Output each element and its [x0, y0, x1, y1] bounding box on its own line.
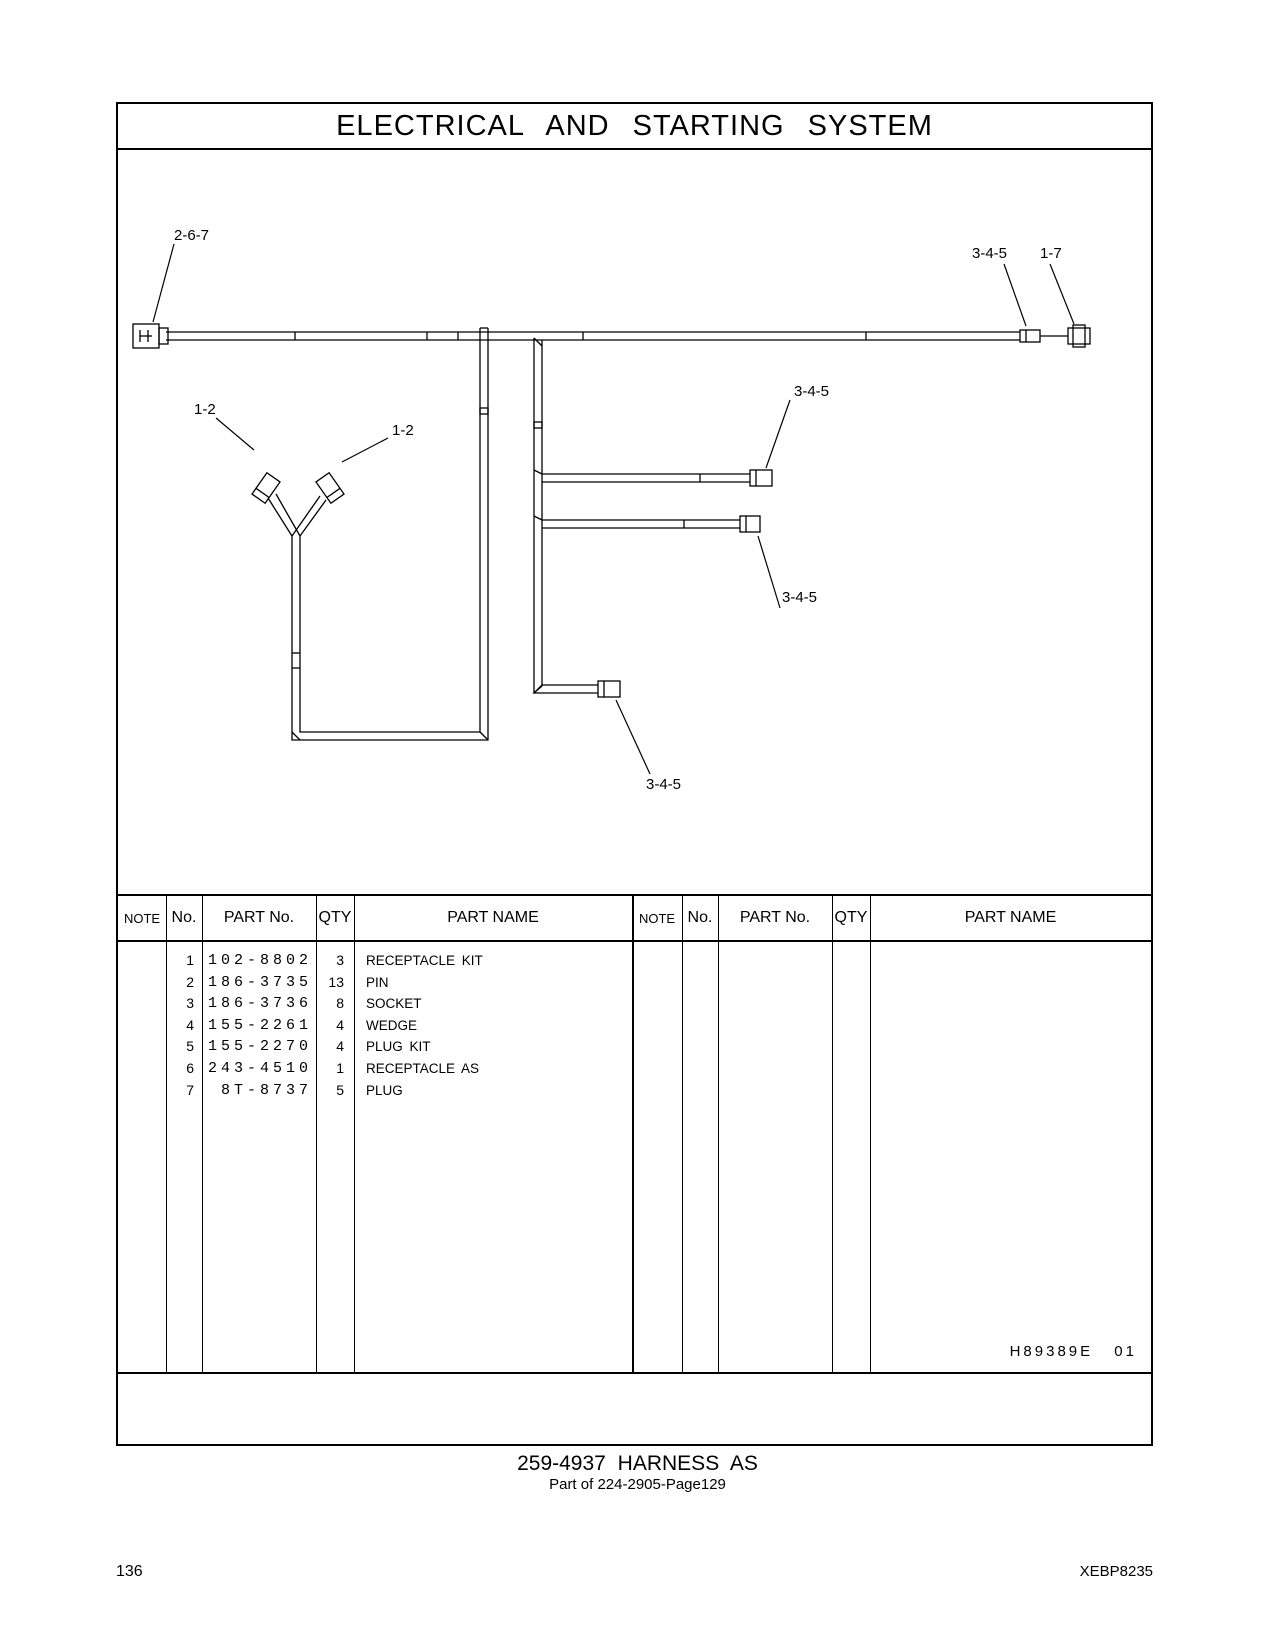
- header-no-left: No.: [171, 909, 197, 926]
- part-number: 155-2261: [207, 1016, 312, 1034]
- branch-a: [252, 328, 488, 740]
- table-row: [118, 950, 632, 972]
- part-name: RECEPTACLE AS: [366, 1061, 480, 1076]
- item-number: 4: [186, 1016, 194, 1033]
- table-row: [118, 1036, 632, 1058]
- header-qty-left: QTY: [318, 909, 352, 926]
- callout-3-4-5-mid: 3-4-5: [794, 383, 830, 400]
- quantity: 4: [336, 1016, 344, 1033]
- item-number: 5: [186, 1038, 194, 1055]
- table-row: [118, 1080, 632, 1102]
- table-row: [118, 1058, 632, 1080]
- item-number: 2: [186, 973, 194, 990]
- part-number: 186-3736: [207, 995, 312, 1013]
- parts-table: [118, 894, 1151, 1374]
- main-trunk: [166, 332, 1020, 340]
- table-row: [118, 1015, 632, 1037]
- branch-b: [534, 338, 772, 697]
- callout-1-2-left: 1-2: [194, 401, 216, 418]
- part-name: PLUG: [366, 1082, 403, 1098]
- right-end-connectors: [1020, 325, 1090, 347]
- header-no-right: No.: [687, 909, 713, 926]
- callout-3-4-5-top: 3-4-5: [972, 245, 1008, 262]
- document-code: XEBP8235: [1079, 1563, 1153, 1580]
- part-number: 243-4510: [207, 1060, 312, 1077]
- quantity: 1: [336, 1060, 344, 1076]
- callout-3-4-5-low: 3-4-5: [782, 589, 818, 606]
- callout-3-4-5-bottom: 3-4-5: [646, 776, 682, 793]
- quantity: 5: [336, 1081, 344, 1098]
- part-name: SOCKET: [366, 996, 422, 1012]
- page-number: 136: [116, 1563, 143, 1580]
- page-title: ELECTRICAL AND STARTING SYSTEM: [118, 104, 1151, 150]
- item-number: 7: [186, 1081, 194, 1098]
- page-frame: [116, 102, 1153, 1446]
- header-qty-right: QTY: [834, 909, 868, 926]
- item-number: 1: [186, 952, 194, 968]
- header-note-left: NOTE: [123, 910, 161, 926]
- drawing-id: H89389E 01: [1009, 1343, 1137, 1360]
- harness-diagram: [118, 148, 1151, 894]
- part-number: 155-2270: [207, 1038, 312, 1056]
- header-part-name-right: PART NAME: [964, 909, 1057, 926]
- part-number: 102-8802: [207, 952, 312, 969]
- leader-lines: [153, 244, 1074, 774]
- quantity: 13: [328, 973, 344, 990]
- callout-1-2-right: 1-2: [392, 422, 414, 439]
- item-number: 6: [186, 1060, 194, 1076]
- quantity: 3: [336, 952, 344, 968]
- item-number: 3: [186, 995, 194, 1012]
- footer-title: 259-4937 HARNESS AS: [517, 1452, 758, 1475]
- part-name: PLUG KIT: [366, 1039, 431, 1055]
- header-part-no-right: PART No.: [739, 909, 811, 926]
- footer-subtitle: Part of 224-2905-Page129: [549, 1476, 726, 1493]
- part-number: 186-3735: [207, 973, 312, 991]
- header-note-right: NOTE: [638, 910, 676, 926]
- part-name: WEDGE: [366, 1017, 418, 1033]
- header-part-name-left: PART NAME: [447, 909, 539, 926]
- part-number: 8T-8737: [220, 1081, 312, 1099]
- part-name: RECEPTACLE KIT: [366, 953, 483, 968]
- callout-1-7: 1-7: [1040, 245, 1062, 262]
- quantity: 4: [336, 1038, 344, 1055]
- header-part-no-left: PART No.: [223, 909, 295, 926]
- part-name: PIN: [366, 974, 389, 990]
- table-row: [118, 972, 632, 994]
- quantity: 8: [336, 995, 344, 1012]
- callout-2-6-7: 2-6-7: [174, 227, 210, 244]
- left-receptacle: [133, 324, 168, 348]
- table-row: [118, 993, 632, 1015]
